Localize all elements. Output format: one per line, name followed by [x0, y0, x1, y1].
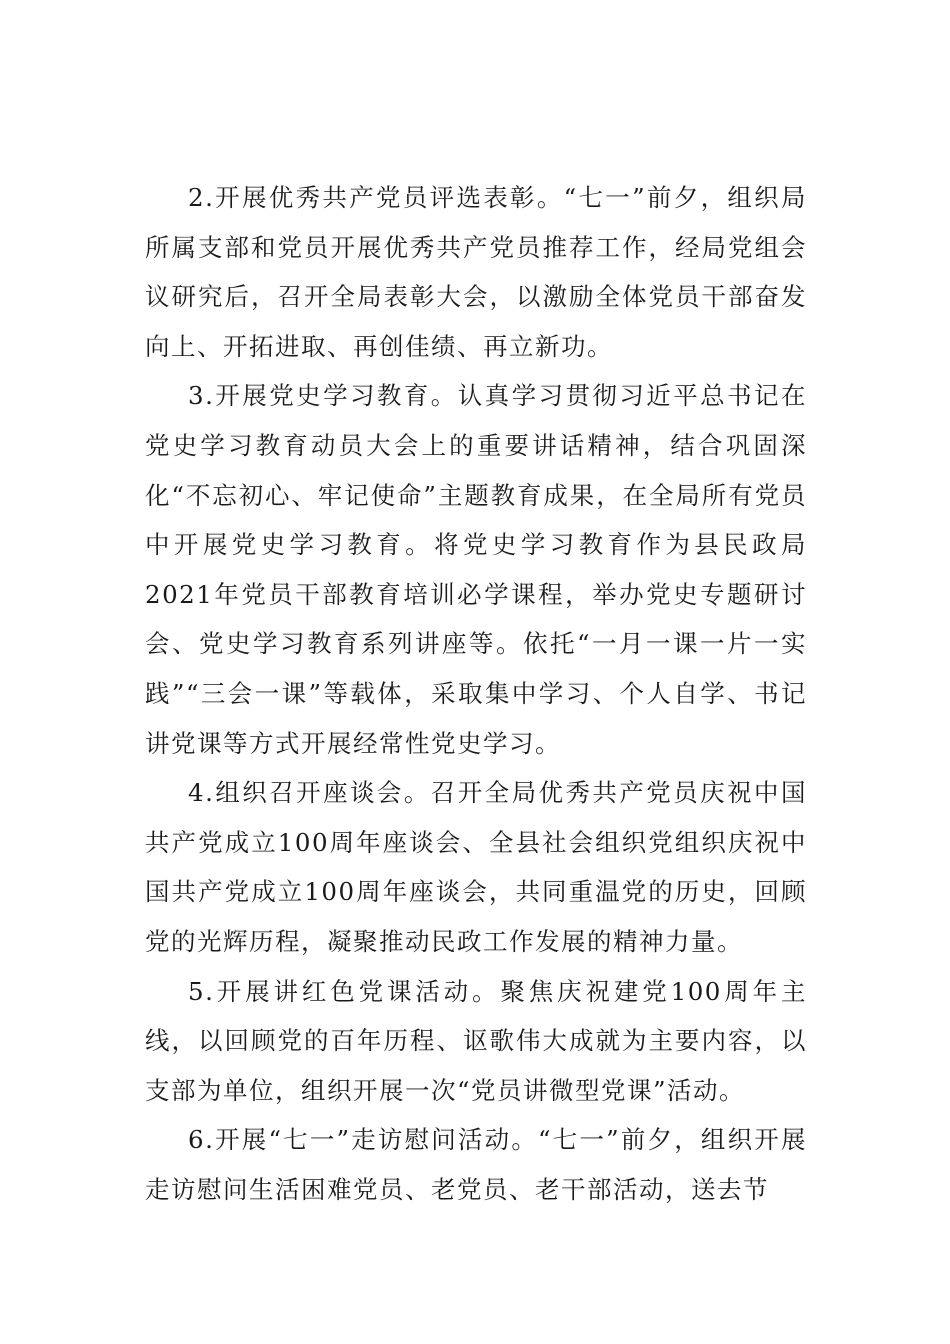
paragraph-item-5-red-lecture: 5.开展讲红色党课活动。聚焦庆祝建党100周年主线，以回顾党的百年历程、讴歌伟大成就为主要内容，以支部为单位，组织开展一次“党员讲微型党课”活动。: [145, 976, 807, 1105]
paragraph-item-3-party-history: 3.开展党史学习教育。认真学习贯彻习近平总书记在党史学习教育动员大会上的重要讲话精神，结合巩固深化“不忘初心、牢记使命”主题教育成果，在全局所有党员中开展党史学习教育。将党史学习教育作为县民政局2021年党员干部教育培训必学课程，举办党史专题研讨会、党史学习教育系列讲座等。依托“一月一课一片一实践”“三会一课”等载体，采取集中学习、个人自学、书记讲党课等方式开展经常性党史学习。: [145, 381, 807, 758]
paragraph-item-2-commendation: 2.开展优秀共产党员评选表彰。“七一”前夕，组织局所属支部和党员开展优秀共产党员推荐工作，经局党组会议研究后，召开全局表彰大会，以激励全体党员干部奋发向上、开拓进取、再创佳绩、再立新功。: [145, 183, 807, 361]
paragraph-item-4-symposium: 4.组织召开座谈会。召开全局优秀共产党员庆祝中国共产党成立100周年座谈会、全县社会组织党组织庆祝中国共产党成立100周年座谈会，共同重温党的历史，回顾党的光辉历程，凝聚推动民政工作发展的精神力量。: [145, 778, 807, 956]
paragraph-item-6-visits: 6.开展“七一”走访慰问活动。“七一”前夕，组织开展走访慰问生活困难党员、老党员、老干部活动，送去节: [145, 1125, 807, 1204]
document-body: [145, 173, 807, 1214]
